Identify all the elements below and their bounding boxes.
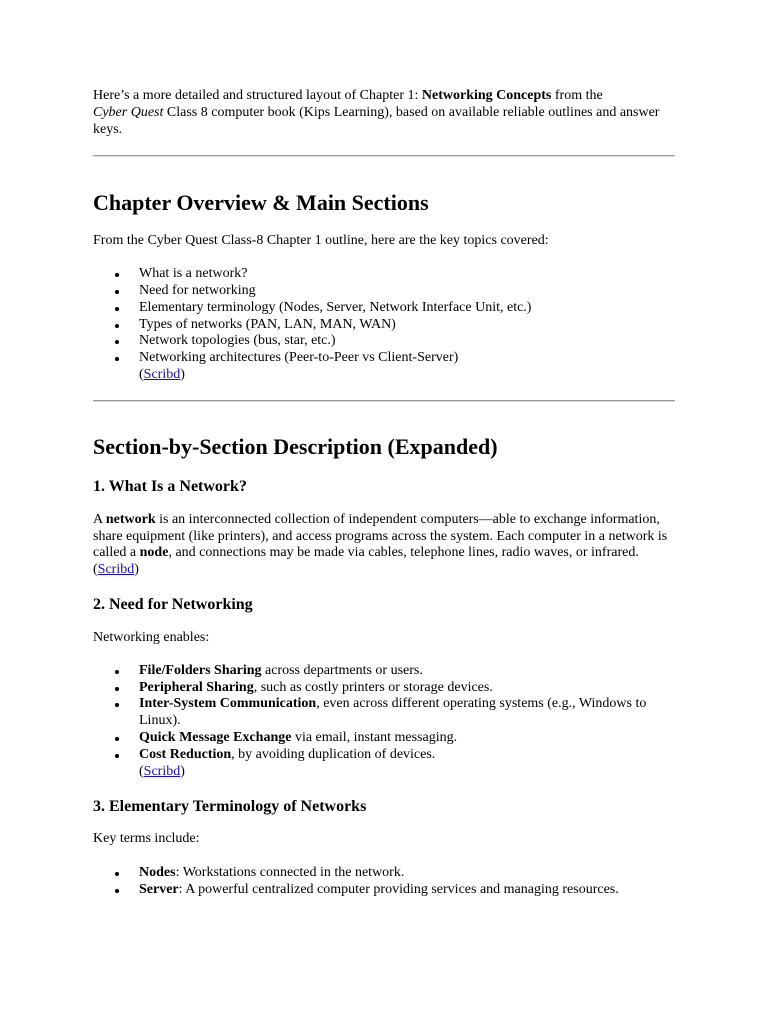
item-text: : Workstations connected in the network. (175, 865, 405, 881)
needs-list (93, 663, 675, 781)
item-term: Quick Message Exchange (139, 729, 292, 745)
list-item (139, 865, 675, 882)
list-item: What is a network? (139, 266, 675, 283)
list-item-text: Networking architectures (Peer-to-Peer vs Client-Server) (139, 350, 459, 366)
chapter-name: Networking Concepts (421, 88, 552, 103)
intro-paragraph (93, 88, 675, 138)
section-1-paragraph: A network is an interconnected collection of independent computers—able to exchange information, share equipment (like printers), and access programs across the system. Each computer in a network is called a node, and connections may be made via cables, telephone lines, radio waves, or infrared. (Scribd) (93, 511, 668, 578)
divider (93, 155, 675, 157)
item-text: : A powerful centralized computer providing services and managing resources. (178, 881, 619, 897)
text: , and connections may be made via cables, telephone lines, radio waves, or infrared. (168, 545, 639, 561)
section-3-title: 3. Elementary Terminology of Networks (93, 798, 367, 816)
book-title: Cyber Quest (93, 104, 164, 120)
item-text: , by avoiding duplication of devices. (231, 746, 436, 762)
list-item: Cost Reduction, by avoiding duplication of devices. (Scribd) (139, 747, 675, 781)
expanded-heading: Section-by-Section Description (Expanded) (93, 433, 498, 459)
intro-mid: from the (551, 88, 603, 103)
item-text: via email, instant messaging. (291, 729, 458, 745)
list-item (139, 882, 675, 899)
section-2-title: 2. Need for Networking (93, 595, 253, 613)
overview-heading: Chapter Overview & Main Sections (93, 190, 429, 216)
topics-list (93, 266, 675, 384)
section-1-title: 1. What Is a Network? (93, 477, 247, 495)
item-text: across departments or users. (261, 662, 423, 678)
item-term: Nodes (139, 865, 176, 881)
intro-prefix: Here’s a more detailed and structured layout of Chapter 1: (93, 88, 422, 103)
item-text: , such as costly printers or storage devices. (253, 679, 493, 695)
term-node: node (139, 545, 169, 561)
divider (93, 400, 675, 402)
item-term: File/Folders Sharing (139, 662, 262, 678)
scribd-link[interactable]: Scribd (97, 562, 135, 578)
list-item (139, 696, 675, 730)
list-item: Types of networks (PAN, LAN, MAN, WAN) (139, 317, 675, 334)
text: A (93, 511, 106, 527)
item-term: Server (139, 881, 179, 897)
term-network: network (105, 511, 156, 527)
list-item: Need for networking (139, 283, 675, 300)
text: is an interconnected collection of independent computers—able to exchange information, share equipment (like printers), and access programs across the system. Each computer in a network is called a (93, 511, 668, 561)
overview-lead: From the Cyber Quest Class-8 Chapter 1 outline, here are the key topics covered: (93, 233, 549, 249)
section-3-lead: Key terms include: (93, 831, 200, 847)
list-item: Networking architectures (Peer-to-Peer vs Client-Server) (Scribd) (139, 350, 675, 384)
list-item: Elementary terminology (Nodes, Server, Network Interface Unit, etc.) (139, 300, 675, 317)
terms-list (93, 865, 675, 899)
scribd-link[interactable]: Scribd (143, 763, 181, 779)
document-page (93, 88, 675, 899)
section-2-lead: Networking enables: (93, 629, 210, 645)
scribd-link[interactable]: Scribd (143, 366, 181, 382)
list-item (139, 663, 675, 680)
item-term: Peripheral Sharing (139, 679, 254, 695)
item-text: , even across different operating systems (e.g., Windows to Linux). (139, 696, 647, 729)
item-term: Inter-System Communication (139, 696, 317, 712)
item-term: Cost Reduction (139, 746, 232, 762)
intro-suffix: Class 8 computer book (Kips Learning), based on available reliable outlines and answer keys. (93, 104, 660, 137)
list-item: Network topologies (bus, star, etc.) (139, 333, 675, 350)
list-item (139, 680, 675, 697)
list-item (139, 730, 675, 747)
